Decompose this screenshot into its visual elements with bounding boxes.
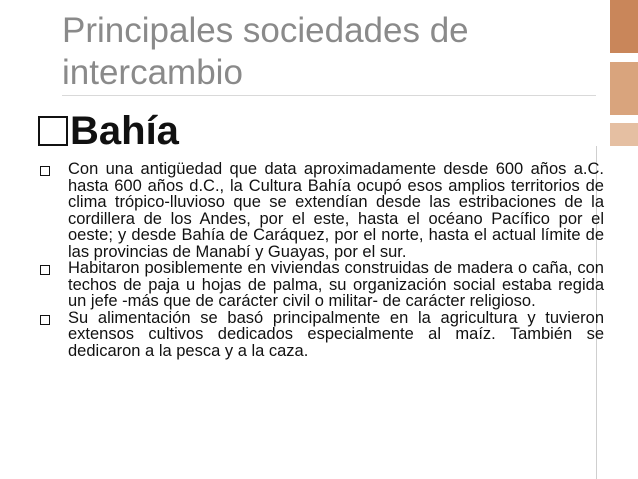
bullet-item-1 [40, 161, 604, 260]
decorative-bar-bottom [610, 123, 638, 146]
slide-title-line-2: intercambio [62, 53, 243, 92]
bullet-text: Habitaron posiblemente en viviendas construidas de madera o caña, con techos de paja u hojas de palma, su organización social estaba regida un jefe -más que de carácter civil o militar- de carácter religioso. [68, 259, 604, 310]
section-heading-text: Bahía [70, 109, 179, 153]
square-bullet-icon [38, 116, 68, 146]
title-divider [62, 95, 596, 96]
bullet-item-2 [40, 260, 604, 310]
decorative-bar-top [610, 0, 638, 53]
square-bullet-icon [40, 166, 50, 176]
bullet-item-3 [40, 310, 604, 360]
slide-title [62, 10, 582, 94]
square-bullet-icon [40, 315, 50, 325]
section-heading [38, 108, 179, 154]
slide-title-line-1: Principales sociedades de [62, 11, 469, 50]
bullet-text: Con una antigüedad que data aproximadamente desde 600 años a.C. hasta 600 años d.C., la Cultura Bahía ocupó esos amplios territorios de clima trópico-lluvioso que se extendían desde las estribaciones de la cordillera de los Andes, por el este, hasta el océano Pacífico por el oeste; y desde Bahía de Caráquez, por el norte, hasta el actual límite de las provincias de Manabí y Guayas, por el sur. [68, 160, 604, 261]
square-bullet-icon [40, 265, 50, 275]
bullet-text: Su alimentación se basó principalmente en la agricultura y tuvieron extensos cultivos dedicados especialmente al maíz. También se dedicaron a la pesca y a la caza. [68, 308, 604, 360]
bullet-list [40, 161, 604, 359]
decorative-bar-middle [610, 62, 638, 115]
